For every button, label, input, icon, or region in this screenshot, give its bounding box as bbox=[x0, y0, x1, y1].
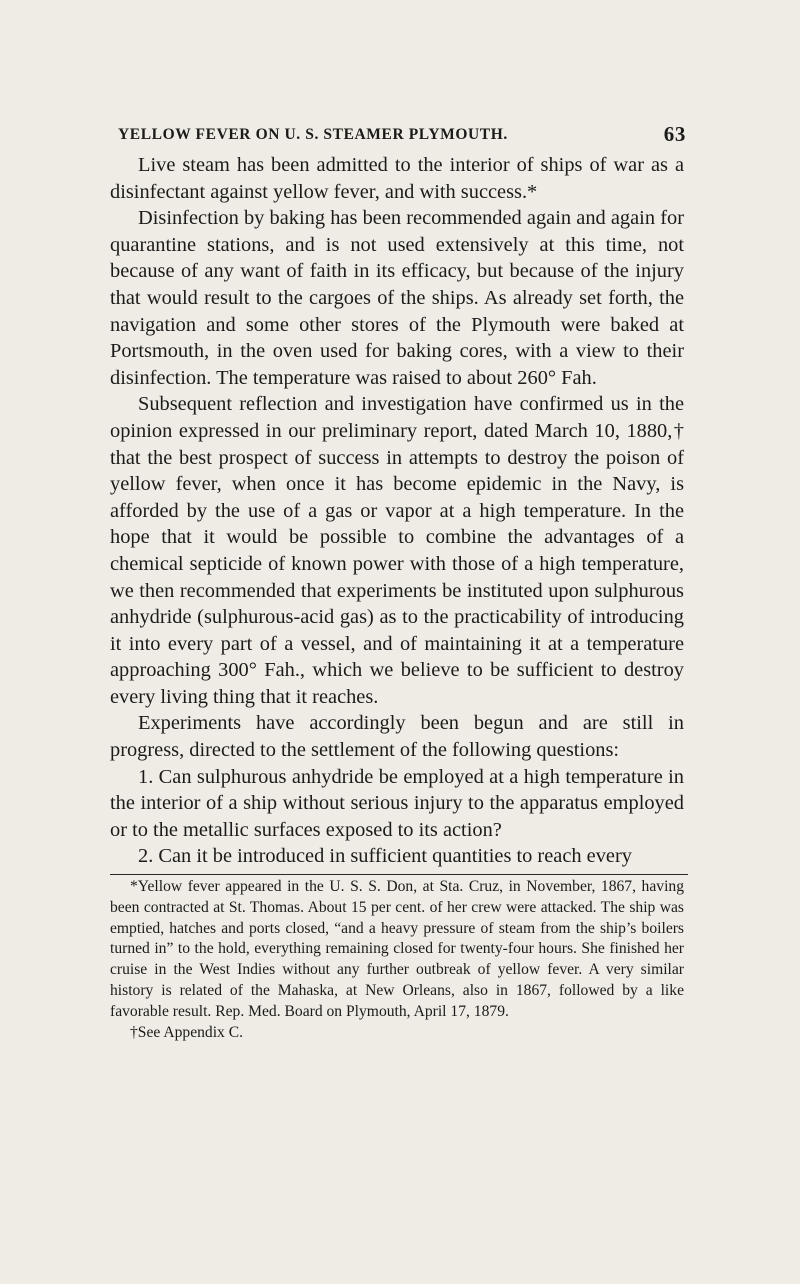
body-text bbox=[110, 152, 684, 870]
paragraph-baking: Disinfection by baking has been recommended again and again for quarantine stations, and is not used extensively at this time, not because of any want of faith in its efficacy, but because of the injury that would result to the cargoes of the ships. As already set forth, the navigation and some other stores of the Plymouth were baked at Portsmouth, in the oven used for baking cores, with a view to their disinfection. The temperature was raised to about 260° Fah. bbox=[110, 207, 684, 389]
footnotes bbox=[110, 877, 684, 1043]
running-head bbox=[110, 122, 684, 146]
question-2: 2. Can it be introduced in sufficient quantities to reach every bbox=[138, 845, 632, 868]
footnote-dagger: †See Appendix C. bbox=[130, 1023, 244, 1041]
paragraph-experiments: Experiments have accordingly been begun and are still in progress, directed to the settlement of the following questions: bbox=[110, 712, 684, 762]
footnote-rule bbox=[110, 874, 688, 875]
book-page bbox=[110, 122, 684, 1043]
question-1: 1. Can sulphurous anhydride be employed at a high temperature in the interior of a ship without serious injury to the apparatus employed or to the metallic surfaces exposed to its action? bbox=[110, 765, 684, 841]
paragraph-gas-vapor: Subsequent reflection and investigation have confirmed us in the opinion expressed in our preliminary report, dated March 10, 1880,† that the best prospect of success in attempts to destroy the poison of yellow fever, when once it has become epidemic in the Navy, is afforded by the use of a gas or vapor at a high temperature. In the hope that it would be possible to combine the advantages of a chemical septicide of known power with those of a high temperature, we then recommended that experiments be instituted upon sulphurous anhydride (sulphurous-acid gas) as to the practicability of introducing it into every part of a vessel, and of maintaining it at a temperature approaching 300° Fah., which we believe to be sufficient to destroy every living thing that it reaches. bbox=[110, 393, 684, 708]
running-title: YELLOW FEVER ON U. S. STEAMER PLYMOUTH. bbox=[118, 126, 508, 143]
page-number: 63 bbox=[663, 122, 686, 146]
footnote-asterisk: *Yellow fever appeared in the U. S. S. Don, at Sta. Cruz, in November, 1867, having been contracted at St. Thomas. About 15 per cent. of her crew were attacked. The ship was emptied, hatches and ports closed, “and a heavy pressure of steam from the ship’s boilers turned in” to the hold, everything remaining closed for twenty-four hours. She finished her cruise in the West Indies without any further outbreak of yellow fever. A very similar history is related of the Mahaska, at New Orleans, also in 1867, followed by a like favorable result. Rep. Med. Board on Plymouth, April 17, 1879. bbox=[110, 878, 684, 1020]
paragraph-live-steam: Live steam has been admitted to the interior of ships of war as a disinfectant against yellow fever, and with success.* bbox=[110, 154, 684, 203]
